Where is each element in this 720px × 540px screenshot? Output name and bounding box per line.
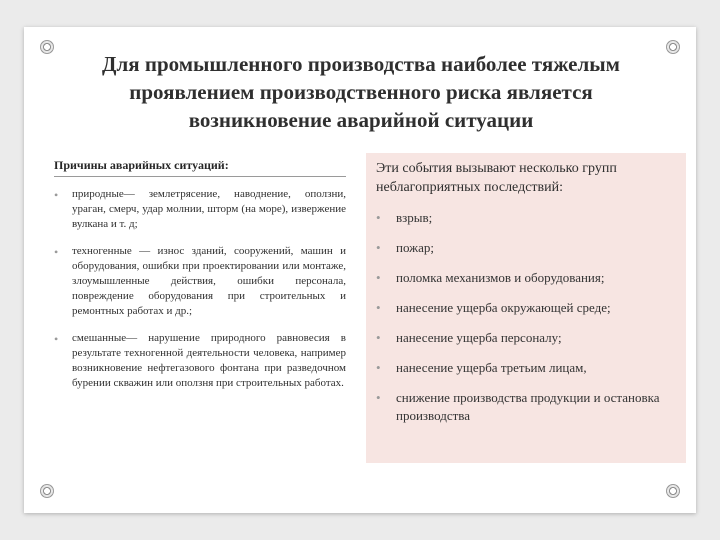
slide-title xyxy=(56,50,666,134)
consequences-list xyxy=(376,209,678,425)
list-item xyxy=(54,331,346,391)
list-item xyxy=(54,244,346,319)
causes-list xyxy=(54,187,346,391)
bullet-icon: • xyxy=(376,270,381,285)
list-item-text: нанесение ущерба третьим лицам, xyxy=(396,360,587,375)
causes-column xyxy=(54,157,346,403)
list-item xyxy=(376,239,678,257)
list-item-text: поломка механизмов и оборудования; xyxy=(396,270,605,285)
pushpin-icon xyxy=(40,484,54,498)
list-item xyxy=(376,389,678,425)
bullet-icon: • xyxy=(376,300,381,315)
bullet-icon: • xyxy=(376,240,381,255)
list-item-text: смешанные— нарушение природного равновесия в результате техногенной деятельности человека, например возникновение нефтегазового фонтана при разведочном бурении скважин или оползня при строительных работах. xyxy=(72,332,346,389)
bullet-icon: • xyxy=(376,390,381,405)
list-item-text: природные— землетрясение, наводнение, оползни, ураган, смерч, удар молнии, шторм (на море), извержение вулкана и т. д; xyxy=(72,188,346,230)
bullet-icon: • xyxy=(376,210,381,225)
list-item-text: нанесение ущерба персоналу; xyxy=(396,330,562,345)
bullet-icon: • xyxy=(54,332,59,346)
pushpin-icon xyxy=(666,40,680,54)
consequences-heading: Эти события вызывают несколько групп неблагоприятных последствий: xyxy=(376,161,617,195)
list-item-text: взрыв; xyxy=(396,210,433,225)
bullet-icon: • xyxy=(54,245,59,259)
list-item xyxy=(376,209,678,227)
list-item-text: пожар; xyxy=(396,240,434,255)
list-item xyxy=(376,299,678,317)
list-item-text: снижение производства продукции и остановка производства xyxy=(396,390,660,423)
bullet-icon: • xyxy=(54,188,59,202)
bullet-icon: • xyxy=(376,330,381,345)
list-item xyxy=(376,359,678,377)
title-line: возникновение аварийной ситуации xyxy=(188,108,534,132)
list-item-text: техногенные — износ зданий, сооружений, машин и оборудования, ошибки при проектировании или монтаже, злоумышленные действия, ошибки персонала, повреждение оборудования при строительных и ремонтных работах и др.; xyxy=(72,245,346,317)
list-item xyxy=(376,269,678,287)
title-line: проявлением производственного риска является xyxy=(129,80,593,104)
list-item-text: нанесение ущерба окружающей среде; xyxy=(396,300,611,315)
pushpin-icon xyxy=(666,484,680,498)
title-line: Для промышленного производства наиболее тяжелым xyxy=(102,52,620,76)
bullet-icon: • xyxy=(376,360,381,375)
causes-heading: Причины аварийных ситуаций: xyxy=(54,157,346,177)
list-item xyxy=(376,329,678,347)
list-item xyxy=(54,187,346,232)
consequences-panel xyxy=(366,153,686,463)
pushpin-icon xyxy=(40,40,54,54)
